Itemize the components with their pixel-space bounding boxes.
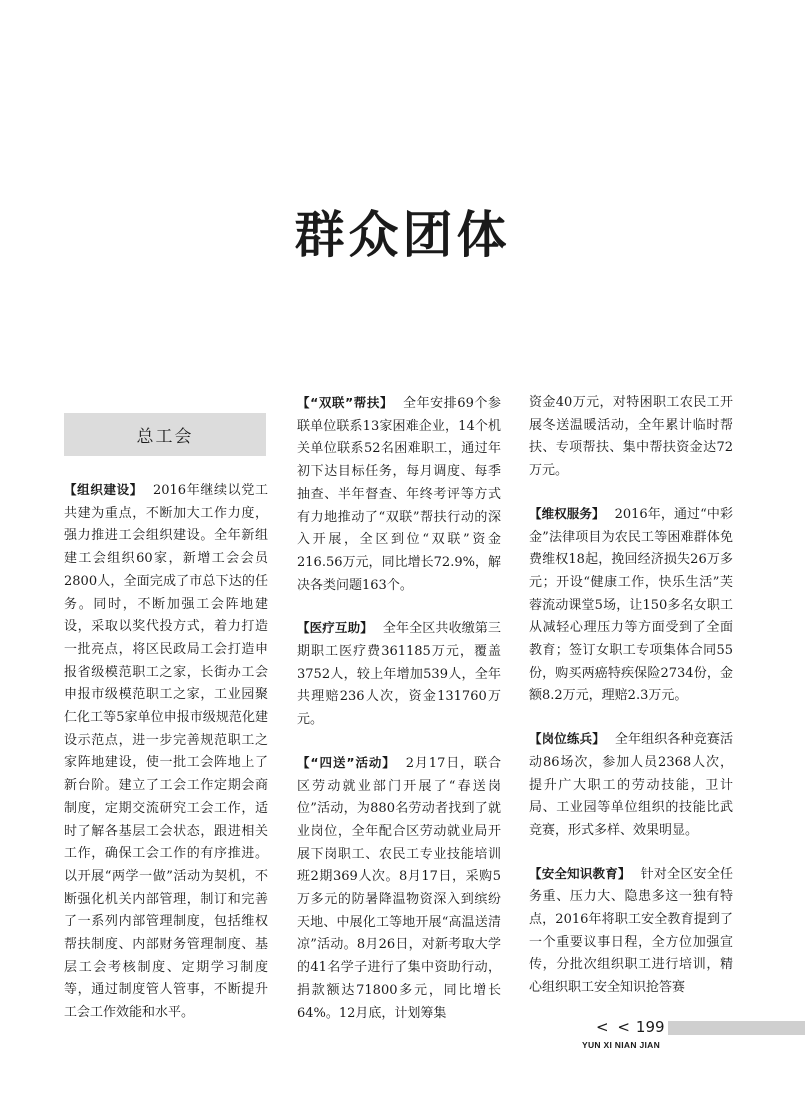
- section-title: 总工会: [64, 413, 266, 456]
- paragraph-tag: 【“四送”活动】: [297, 754, 396, 770]
- paragraph-text: 针对全区安全任务重、压力大、隐患多这一独有特点，2016年将职工安全教育提到了一个重要议事日程，全方位加强宣传，分批次组织职工进行培训，精心组织职工安全知识抢答赛: [529, 866, 733, 996]
- page-number-block: [596, 1018, 665, 1036]
- paragraph-medical: [297, 617, 501, 732]
- paragraph-text: 2016年，通过“中彩金”法律项目为农民工等困难群体免费维权18起，挽回经济损失26万多元；开设“健康工作，快乐生活”芙蓉流动课堂5场，让150多名女职工从减轻心理压力等方面受到了全面教育；签订女职工专项集体合同55份，购买两癌特疾保险2734份，金额8.2万元，理赔2.3万元。: [529, 506, 733, 704]
- chapter-title: 群众团体: [294, 205, 511, 264]
- paragraph-tag: 【组织建设】: [64, 482, 143, 497]
- paragraph-text: 全年全区共收缴第三期职工医疗费361185万元，覆盖3752人，较上年增加539人，全年共理赔236人次，资金131760万元。: [297, 621, 501, 728]
- column-3: [529, 392, 733, 1020]
- running-title: YUN XI NIAN JIAN: [582, 1040, 661, 1050]
- paragraph-tag: 【岗位练兵】: [529, 731, 605, 747]
- paragraph-tag: 【医疗互助】: [297, 620, 373, 636]
- paragraph-safety: [529, 863, 733, 1000]
- paragraph-tag: 【维权服务】: [529, 505, 605, 521]
- paragraph-text: 2月17日，联合区劳动就业部门开展了“春送岗位”活动，为880名劳动者找到了就业岗位，全年配合区劳动就业局开展下岗职工、农民工专业技能培训班2期369人次。8月17日，采购5万多元的防暑降温物资深入到缤纷天地、中展化工等地开展“高温送清凉”活动。8月26日，对新考取大学的41名学子进行了集中资助行动，捐款额达71800多元，同比增长64%。12月底，计划筹集: [297, 755, 501, 1021]
- paragraph-dual-link: [297, 392, 501, 597]
- paragraph-text: 全年组织各种竞赛活动86场次，参加人员2368人次，提升广大职工的劳动技能，卫计局、工业园等单位组织的技能比武竞赛，形式多样、效果明显。: [529, 732, 733, 838]
- footer-bar: [668, 1021, 805, 1035]
- paragraph-text: 全年安排69个参联单位联系13家困难企业，14个机关单位联系52名困难职工，通过年初下达目标任务，每月调度、每季抽查、半年督查、年终考评等方式有力地推动了“双联”帮扶行动的深入开展，全区到位“双联”资金216.56万元，同比增长72.9%，解决各类问题163个。: [297, 396, 501, 593]
- column-1: [64, 479, 268, 1045]
- paragraph-organization: [64, 479, 268, 1025]
- column-2: [297, 392, 501, 1045]
- page-number: 199: [635, 1018, 665, 1036]
- paragraph-tag: 【“双联”帮扶】: [297, 395, 394, 410]
- paragraph-text: 2016年继续以党工共建为重点，不断加大工作力度，强力推进工会组织建设。全年新组建工会组织60家，新增工会会员2800人，全面完成了市总下达的任务。同时，不断加强工会阵地建设，采取以奖代投方式，着力打造一批亮点，将区民政局工会打造申报省级模范职工之家，长街办工会申报市级模范职工之家，工业园聚仁化工等5家单位申报市级规范化建设示范点，进一步完善规范职工之家阵地建设，使一批工会阵地上了新台阶。建立了工会工作定期会商制度，定期交流研究工会工作，适时了解各基层工会状态，跟进相关工作，确保工会工作的有序推进。以开展“两学一做”活动为契机，不断强化机关内部管理，制订和完善了一系列内部管理制度，包括维权帮扶制度、内部财务管理制度、基层工会考核制度、定期学习制度等，通过制度管人管事，不断提升工会工作效能和水平。: [64, 483, 268, 1021]
- paragraph-rights: [529, 503, 733, 708]
- prev-arrows-icon: < <: [596, 1018, 632, 1036]
- footer: [596, 1018, 665, 1036]
- paragraph-four-send: [297, 752, 501, 1025]
- paragraph-tag: 【安全知识教育】: [529, 865, 631, 881]
- paragraph-four-send-continued: 资金40万元，对特困职工农民工开展冬送温暖活动，全年累计临时帮扶、专项帮扶、集中帮扶资金达72万元。: [529, 395, 733, 479]
- paragraph-skills: [529, 728, 733, 843]
